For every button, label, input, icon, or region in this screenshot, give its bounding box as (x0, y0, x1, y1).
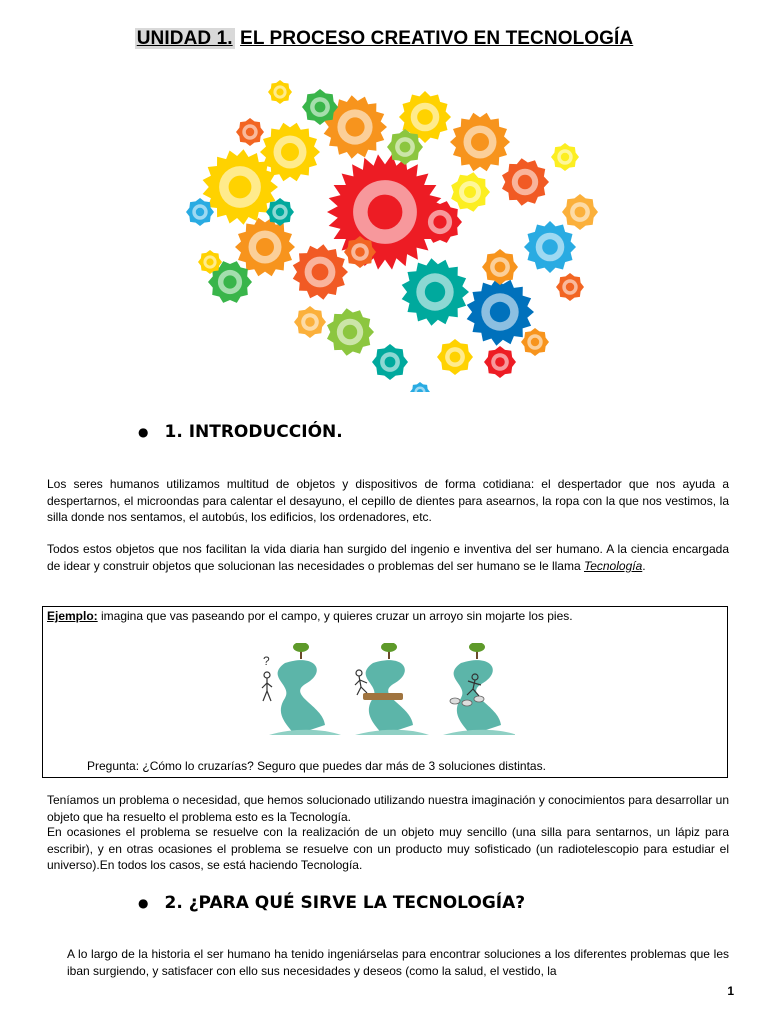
technology-term: Tecnología (583, 558, 643, 573)
example-text (47, 609, 573, 623)
river-panel-3 (443, 643, 515, 735)
gear-hub (490, 302, 510, 322)
gear-hub (246, 128, 254, 136)
gear-hub (256, 238, 274, 256)
gear-hub (385, 357, 396, 368)
example-label: Ejemplo: (47, 609, 98, 623)
example-question: Pregunta: ¿Cómo lo cruzarías? Seguro que puedes dar más de 3 soluciones distintas. (87, 759, 546, 773)
gear-hub (531, 338, 539, 346)
title-unit: UNIDAD 1. (136, 28, 233, 49)
gear-hub (450, 352, 461, 363)
gear-hub (345, 117, 364, 136)
intro-paragraph-2-end: . (642, 558, 646, 573)
gear-hub (276, 88, 283, 95)
gear-hub (276, 208, 284, 216)
section-2-paragraph: A lo largo de la historia el ser humano ha tenido ingeniárselas para encontrar soluciones a los diferentes problemas que les iban surgiendo, y satisfacer con ello sus necesidades y deseos (como la salud, el vestido, la (67, 947, 729, 978)
example-body: imagina que vas paseando por el campo, y quieres cruzar un arroyo sin mojarte los pies. (97, 609, 573, 623)
page-number: 1 (727, 984, 734, 998)
gear-hub (223, 275, 236, 288)
gear-hub (312, 264, 329, 281)
gear-hub (575, 207, 586, 218)
page-title (0, 28, 768, 50)
gear-hub (566, 283, 574, 291)
gear-hub (206, 258, 213, 265)
gear-hub (281, 143, 299, 161)
gear-hub (433, 215, 446, 228)
gear-hub (495, 262, 506, 273)
question-mark-label: ? (263, 654, 270, 668)
section-1-heading (138, 422, 343, 442)
gear-hub (518, 175, 532, 189)
gear-hub (464, 186, 476, 198)
gear-hub (343, 325, 357, 339)
river-panel-2 (355, 643, 429, 735)
intro-paragraph-2-start: Todos estos objetos que nos facilitan la vida diaria han surgido del ingenio e inventiva del ser humano. A la ciencia encargada de idear y construir objetos que solucionan las necesidades o problemas del ser humano se le llama (47, 542, 729, 573)
example-box (42, 606, 728, 778)
title-main: EL PROCESO CREATIVO EN TECNOLOGÍA (240, 28, 634, 49)
gear-hub (355, 247, 365, 257)
intro-paragraph-2 (47, 541, 729, 574)
gear-hub (315, 102, 326, 113)
after-example-paragraph-2: En ocasiones el problema se resuelve con la realización de un objeto muy sencillo (una silla para sentarnos, un lápiz para escribir), y en otras ocasiones el problema se resuelve con un producto muy sofisticado (un radiotelescopio para estudiar el universo).En todos los casos, se está haciendo Tecnología. (47, 825, 729, 872)
gear-hub (229, 176, 252, 199)
section-2-heading (138, 893, 525, 913)
river-crossing-illustration (255, 643, 515, 743)
gear-hub (471, 133, 489, 151)
gear-hub (196, 208, 204, 216)
gear-hub (542, 239, 558, 255)
bullet-icon: ● (138, 896, 149, 910)
bullet-icon: ● (138, 425, 149, 439)
gear-hub (561, 153, 569, 161)
intro-paragraph-1: Los seres humanos utilizamos multitud de objetos y dispositivos de forma cotidiana: el despertador que nos ayuda a despertarnos, el microondas para calentar el desayuno, el cepillo de dientes para asearnos, la ropa con la que nos vestimos, la silla donde nos sentamos, el autobús, los edificios, los ordenadores, etc. (47, 477, 729, 524)
gear-hub (400, 142, 411, 153)
gear-hub (305, 317, 315, 327)
river-panel-1 (262, 643, 341, 735)
section-1-heading-text: 1. INTRODUCCIÓN. (164, 422, 343, 442)
section-2-heading-text: 2. ¿PARA QUÉ SIRVE LA TECNOLOGÍA? (164, 893, 526, 913)
gear-hub (425, 282, 445, 302)
gear-hub (368, 195, 403, 230)
gear-hub (495, 357, 505, 367)
gear-hub (417, 109, 433, 125)
after-example-paragraph-1: Teníamos un problema o necesidad, que hemos solucionado utilizando nuestra imaginación y conocimientos para desarrollar un objeto que ha resuelto el problema esto es la Tecnología. (47, 793, 729, 824)
gears-brain-illustration (170, 72, 600, 392)
